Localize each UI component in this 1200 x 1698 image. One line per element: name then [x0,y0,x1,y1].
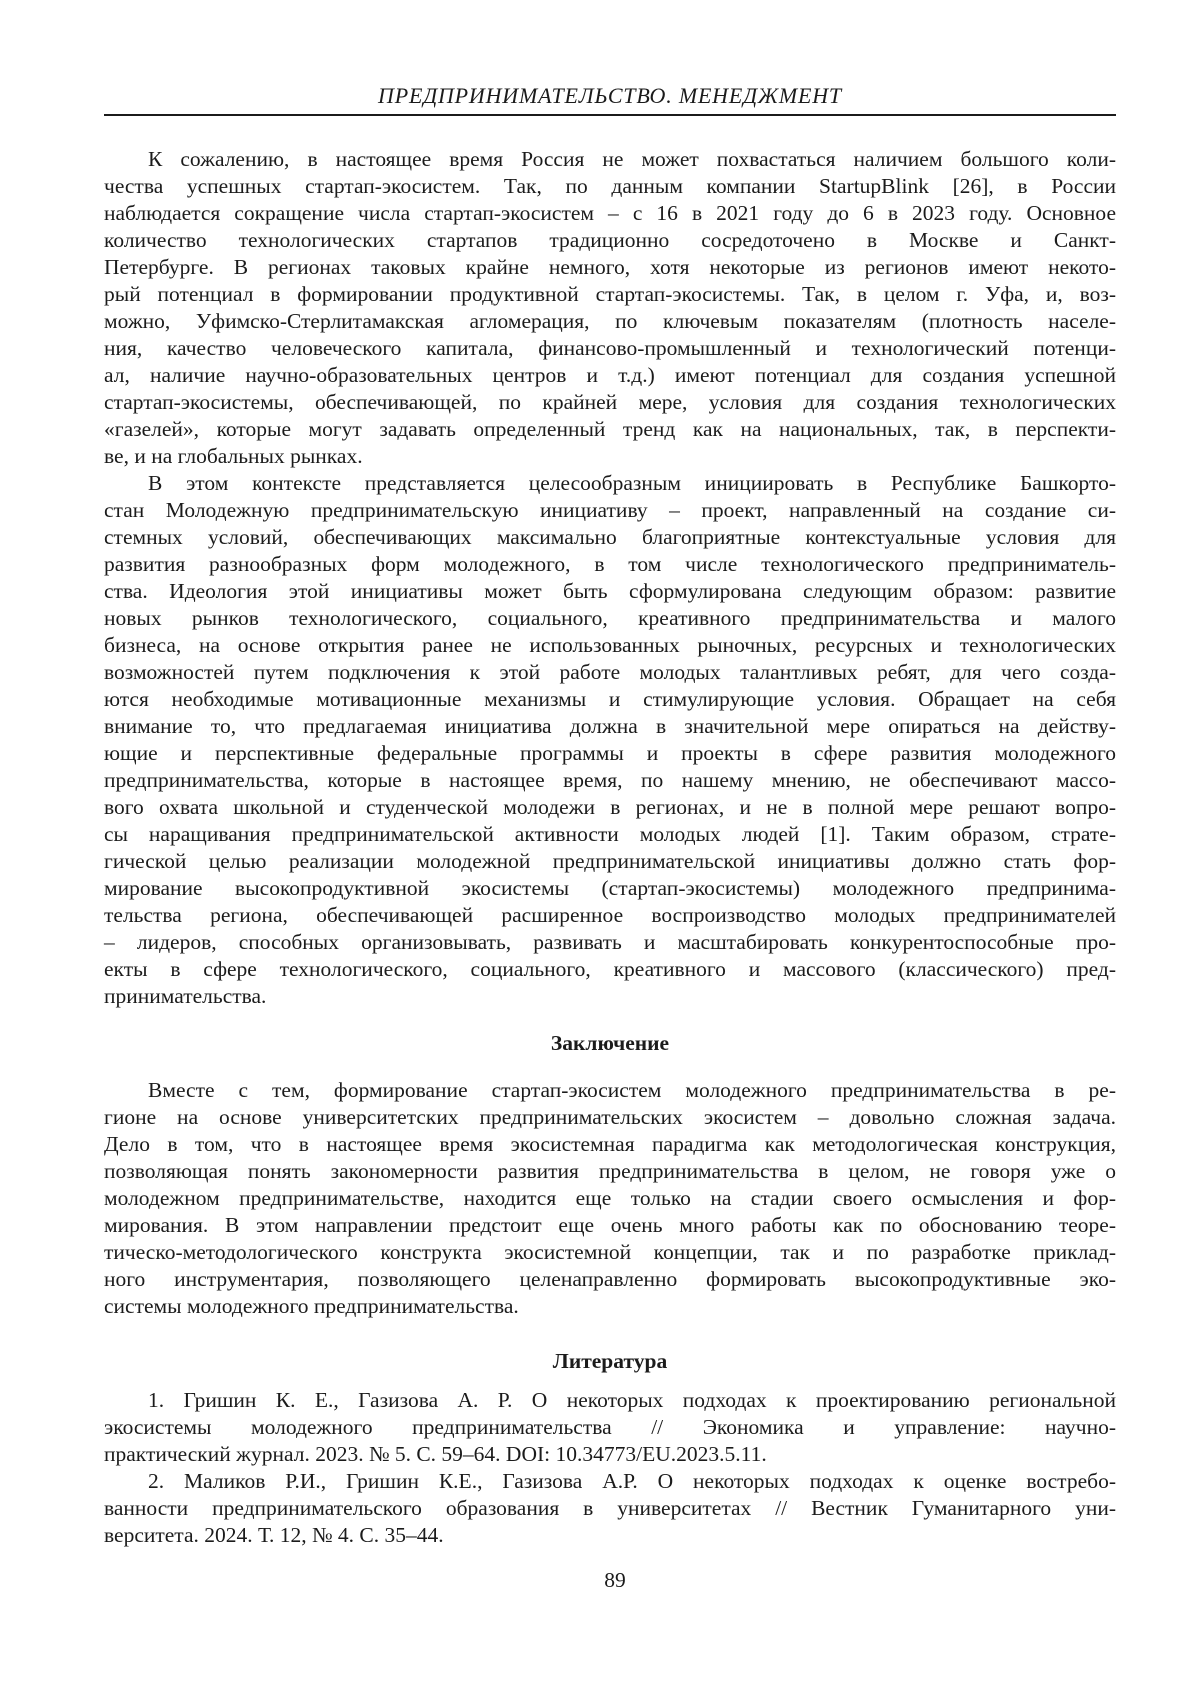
text-line: ства. Идеология этой инициативы может быть сформулирована следующим образом: развитие [104,579,1116,603]
text-line: количество технологических стартапов традиционно сосредоточено в Москве и Санкт- [104,228,1116,252]
text-line: возможностей путем подключения к этой работе молодых талантливых ребят, для чего созда- [104,660,1116,684]
text-line: верситета. 2024. Т. 12, № 4. С. 35–44. [104,1523,444,1547]
text-line: внимание то, что предлагаемая инициатива должна в значительной мере опираться на действу- [104,714,1116,738]
text-line: мирование высокопродуктивной экосистемы (стартап-экосистемы) молодежного предпринима- [104,876,1116,900]
text-line: ющие и перспективные федеральные программы и проекты в сфере развития молодежного [104,741,1116,765]
text-line: развития разнообразных форм молодежного, в том числе технологического предприниматель- [104,552,1116,576]
text-line: сы наращивания предпринимательской активности молодых людей [1]. Таким образом, страте- [104,822,1116,846]
text-line: чества успешных стартап-экосистем. Так, по данным компании StartupBlink [26], в России [104,174,1116,198]
text-line: 1. Гришин К. Е., Газизова А. Р. О некоторых подходах к проектированию региональной [148,1388,1116,1412]
conclusion-heading: Заключение [550,1031,670,1055]
text-line: ния, качество человеческого капитала, финансово-промышленный и технологический потенци- [104,336,1116,360]
text-line: ванности предпринимательского образования в университетах // Вестник Гуманитарного уни- [104,1496,1116,1520]
text-line: стартап-экосистемы, обеспечивающей, по крайней мере, условия для создания технологических [104,390,1116,414]
text-line: рый потенциал в формировании продуктивной стартап-экосистемы. Так, в целом г. Уфа, и, воз- [104,282,1116,306]
text-line: гической целью реализации молодежной предпринимательской инициативы должно стать фор- [104,849,1116,873]
text-line: мирования. В этом направлении предстоит еще очень много работы как по обоснованию теоре- [104,1213,1116,1237]
reference-1 [104,1387,1116,1468]
text-line: позволяющая понять закономерности развития предпринимательства в целом, не говоря уже о [104,1159,1116,1183]
text-line: ются необходимые мотивационные механизмы и стимулирующие условия. Обращает на себя [104,687,1116,711]
page-number: 89 [604,1568,626,1592]
text-line: Петербурге. В регионах таковых крайне немного, хотя некоторые из регионов имеют некото- [104,255,1116,279]
running-head: ПРЕДПРИНИМАТЕЛЬСТВО. МЕНЕДЖМЕНТ [378,83,842,108]
article-body [104,146,1116,1549]
text-line: принимательства. [104,984,267,1008]
paragraph-conclusion [104,1077,1116,1320]
text-line: наблюдается сокращение числа стартап-экосистем – с 16 в 2021 году до 6 в 2023 году. Основное [104,201,1116,225]
text-line: «газелей», которые могут задавать определенный тренд как на национальных, так, в перспекти- [104,417,1116,441]
literature-heading: Литература [552,1349,668,1373]
reference-2 [104,1468,1116,1549]
text-line: вого охвата школьной и студенческой молодежи в регионах, и не в полной мере решают вопро- [104,795,1116,819]
text-line: Дело в том, что в настоящее время экосистемная парадигма как методологическая конструкция, [104,1132,1116,1156]
text-line: тическо-методологического конструкта экосистемной концепции, так и по разработке приклад- [104,1240,1116,1264]
text-line: ного инструментария, позволяющего целенаправленно формировать высокопродуктивные эко- [104,1267,1116,1291]
text-line: – лидеров, способных организовывать, развивать и масштабировать конкурентоспособные про- [104,930,1116,954]
text-line: практический журнал. 2023. № 5. С. 59–64. DOI: 10.34773/EU.2023.5.11. [104,1442,767,1466]
text-line: ве, и на глобальных рынках. [104,444,363,468]
text-line: бизнеса, на основе открытия ранее не использованных рыночных, ресурсных и технологических [104,633,1116,657]
text-line: Вместе с тем, формирование стартап-экосистем молодежного предпринимательства в ре- [148,1078,1116,1102]
paragraph-startup-ecosystems [104,146,1116,470]
text-line: 2. Маликов Р.И., Гришин К.Е., Газизова А.Р. О некоторых подходах к оценке востребо- [148,1469,1116,1493]
text-line: гионе на основе университетских предпринимательских экосистем – довольно сложная задача. [104,1105,1116,1129]
paragraph-youth-initiative [104,470,1116,1010]
header-rule [104,114,1116,116]
text-line: екты в сфере технологического, социального, креативного и массового (классического) пред- [104,957,1116,981]
text-line: ал, наличие научно-образовательных центров и т.д.) имеют потенциал для создания успешной [104,363,1116,387]
text-line: молодежном предпринимательстве, находится еще только на стадии своего осмысления и фор- [104,1186,1116,1210]
text-line: можно, Уфимско-Стерлитамакская агломерация, по ключевым показателям (плотность населе- [104,309,1116,333]
text-line: тельства региона, обеспечивающей расширенное воспроизводство молодых предпринимателей [104,903,1116,927]
text-line: новых рынков технологического, социального, креативного предпринимательства и малого [104,606,1116,630]
text-line: К сожалению, в настоящее время Россия не может похвастаться наличием большого коли- [148,147,1116,171]
text-line: стан Молодежную предпринимательскую инициативу – проект, направленный на создание си- [104,498,1116,522]
text-line: предпринимательства, которые в настоящее время, по нашему мнению, не обеспечивают массо- [104,768,1116,792]
text-line: стемных условий, обеспечивающих максимально благоприятные контекстуальные условия для [104,525,1116,549]
text-line: экосистемы молодежного предпринимательства // Экономика и управление: научно- [104,1415,1116,1439]
text-line: системы молодежного предпринимательства. [104,1294,519,1318]
text-line: В этом контексте представляется целесообразным инициировать в Республике Башкорто- [148,471,1116,495]
